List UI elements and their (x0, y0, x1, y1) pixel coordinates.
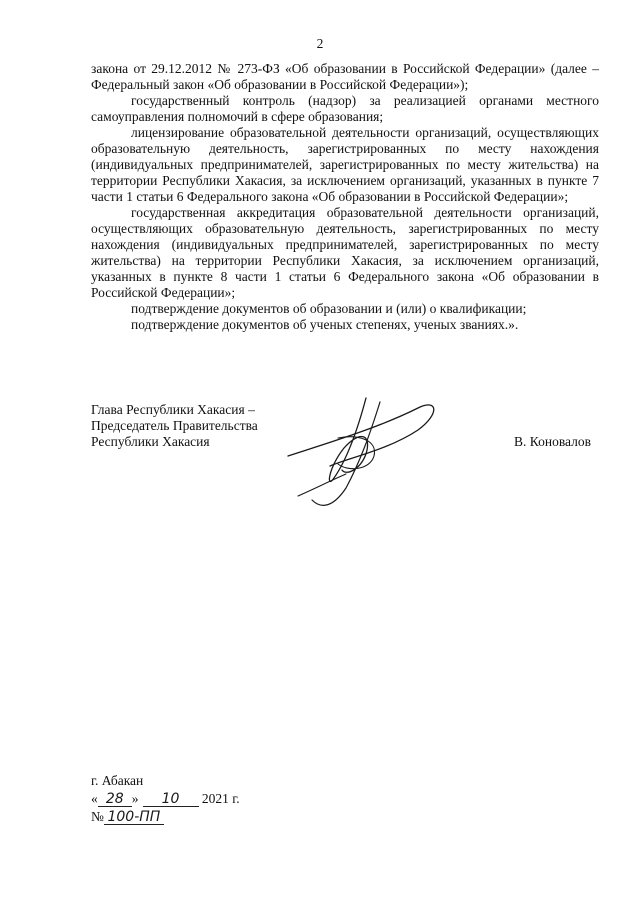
handwritten-signature (268, 388, 468, 513)
document-body (91, 61, 599, 333)
paragraph-6: подтверждение документов об ученых степенях, ученых званиях.». (131, 317, 519, 332)
date-close-quote: » (131, 791, 139, 806)
signatory-title-line-3: Республики Хакасия (91, 434, 210, 449)
date-open-quote: « (91, 791, 98, 806)
date-line (91, 790, 240, 808)
document-footer (91, 772, 240, 826)
date-year: 2021 г. (201, 791, 240, 806)
number-line (91, 808, 240, 826)
date-day-field: 28 (98, 792, 132, 807)
signatory-name: В. Коновалов (514, 434, 591, 449)
paragraph-5: подтверждение документов об образовании и (или) о квалификации; (131, 301, 527, 316)
signature-stroke-5 (298, 474, 346, 496)
signatory-title-line-1: Глава Республики Хакасия – (91, 402, 255, 417)
document-number-field: 100-ПП (104, 810, 164, 825)
signatory-title-line-2: Председатель Правительства (91, 418, 258, 433)
signature-stroke-3 (312, 402, 380, 505)
date-month-field: 10 (143, 792, 199, 807)
city-line: г. Абакан (91, 773, 144, 788)
paragraph-2: государственный контроль (надзор) за реализацией органами местного самоуправления полномочий в сфере образования; (91, 93, 599, 124)
paragraph-3: лицензирование образовательной деятельности организаций, осуществляющих образовательную деятельность, зарегистрированных по месту нахождения (индивидуальных предпринимателей, зарегистрированных по месту жительства) на территории Республики Хакасия, за исключением организаций, указанных в пункте 7 части 1 статьи 6 Федерального закона «Об образовании в Российской Федерации»; (91, 125, 599, 204)
paragraph-4: государственная аккредитация образовательной деятельности организаций, осуществляющих образовательную деятельность, зарегистрированных по месту нахождения (индивидуальных предпринимателей, зарегистрированных по месту жительства) на территории Республики Хакасия, за исключением организаций, указанных в пункте 8 части 1 статьи 6 Федерального закона «Об образовании в Российской Федерации»; (91, 205, 599, 300)
paragraph-1: закона от 29.12.2012 № 273-ФЗ «Об образовании в Российской Федерации» (далее – Федеральный закон «Об образовании в Российской Федерации»); (91, 61, 599, 92)
page-number: 2 (316, 36, 324, 51)
number-prefix: № (91, 809, 104, 824)
